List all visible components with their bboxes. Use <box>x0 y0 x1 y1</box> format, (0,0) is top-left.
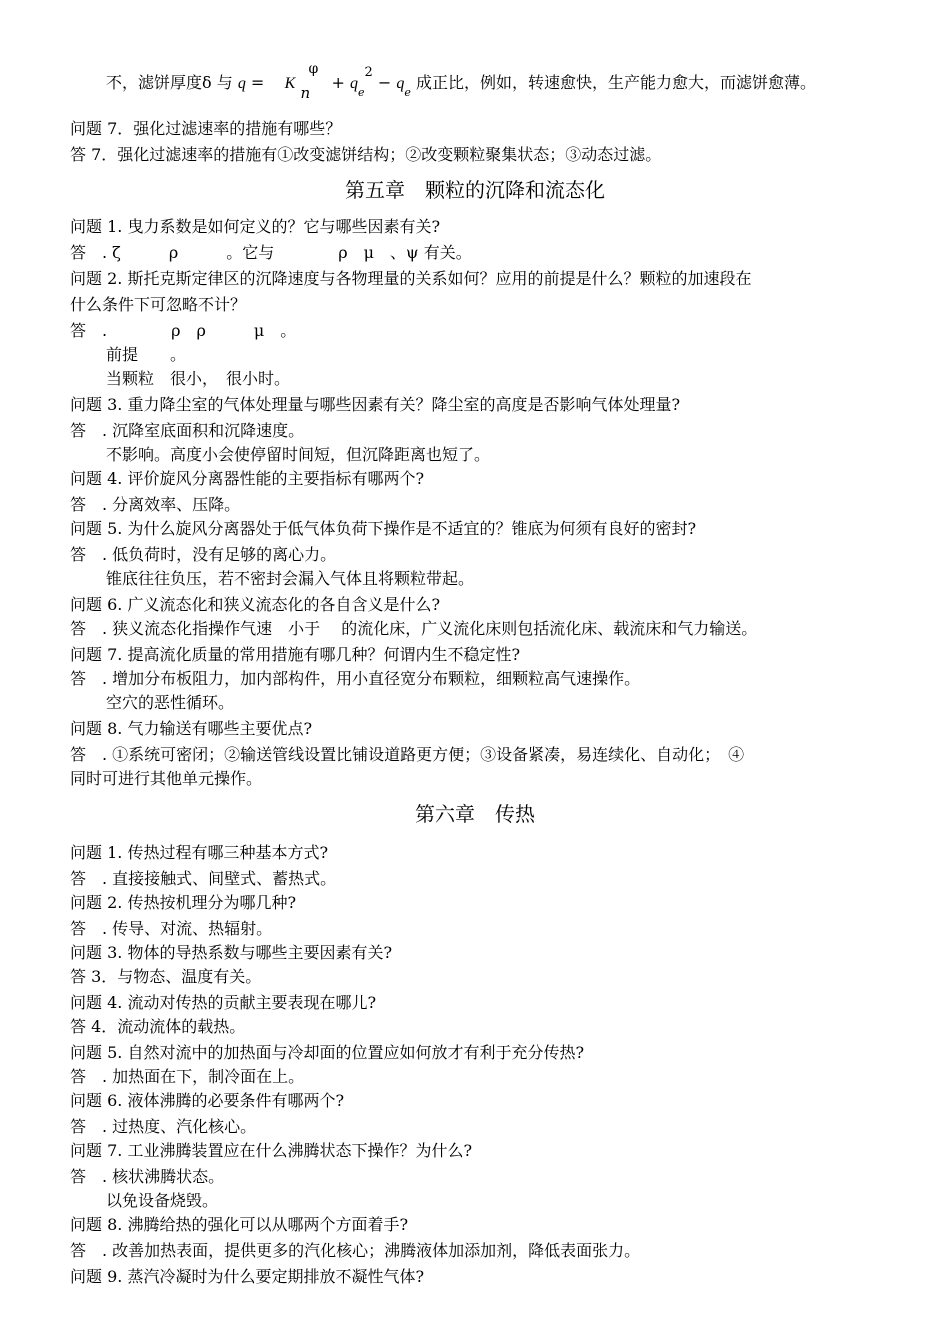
formula-sup-2: 2 <box>364 65 373 80</box>
ch6-line: 答 . 过热度、汽化核心。 <box>70 1117 257 1136</box>
ch6-line: 问题 6. 液体沸腾的必要条件有哪两个? <box>70 1091 345 1110</box>
ch5-line: 问题 3. 重力降尘室的气体处理量与哪些因素有关？降尘室的高度是否影响气体处理量? <box>70 395 681 414</box>
ch6-line: 答 . 直接接触式、间壁式、蓄热式。 <box>70 869 337 888</box>
ch6-line: 问题 3. 物体的导热系数与哪些主要因素有关? <box>70 943 393 962</box>
ch5-line: 空穴的恶性循环。 <box>106 693 235 712</box>
ch5-line: 锥底往往负压，若不密封会漏入气体且将颗粒带起。 <box>106 569 475 588</box>
ch6-line: 答 4．流动流体的载热。 <box>70 1017 246 1036</box>
ch5-line: 答 . 沉降室底面积和沉降速度。 <box>70 421 305 440</box>
ch6-line: 问题 4. 流动对传热的贡献主要表现在哪儿? <box>70 993 377 1012</box>
formula-q2: q <box>350 75 359 92</box>
ch6-line: 问题 5. 自然对流中的加热面与冷却面的位置应如何放才有利于充分传热? <box>70 1043 585 1062</box>
ch5-line: 问题 2. 斯托克斯定律区的沉降速度与各物理量的关系如何？应用的前提是什么？颗粒的加速段在 <box>70 269 752 288</box>
question-7-filtration: 问题 7．强化过滤速率的措施有哪些？ <box>70 119 342 138</box>
ch6-line: 答 . 改善加热表面，提供更多的汽化核心；沸腾液体加添加剂，降低表面张力。 <box>70 1241 641 1260</box>
ch6-line: 以免设备烧毁。 <box>106 1191 219 1210</box>
ch5-line: 问题 7. 提高流化质量的常用措施有哪几种？何谓内生不稳定性? <box>70 645 521 664</box>
ch5-line: 问题 5. 为什么旋风分离器处于低气体负荷下操作是不适宜的？锥底为何须有良好的密封? <box>70 519 697 538</box>
ch5-line: 答 . 低负荷时，没有足够的离心力。 <box>70 545 337 564</box>
chapter-5-title: 第五章 颗粒的沉降和流态化 <box>345 178 605 202</box>
formula-fraction <box>300 61 326 102</box>
ch6-line: 问题 1. 传热过程有哪三种基本方式? <box>70 843 329 862</box>
ch6-line: 答 . 核状沸腾状态。 <box>70 1167 225 1186</box>
ch6-line: 问题 2. 传热按机理分为哪几种? <box>70 893 297 912</box>
formula-q3: q <box>396 75 405 92</box>
ch5-line: 什么条件下可忽略不计？ <box>70 295 247 314</box>
ch6-line: 答 . 传导、对流、热辐射。 <box>70 919 273 938</box>
formula-phi: φ <box>308 61 319 77</box>
ch5-line: 问题 1. 曳力系数是如何定义的？它与哪些因素有关? <box>70 217 441 236</box>
ch5-line: 当颗粒 很小， 很小时。 <box>106 369 291 388</box>
ch6-line: 答 . 加热面在下，制冷面在上。 <box>70 1067 305 1086</box>
formula-suffix: 成正比，例如，转速愈快，生产能力愈大，而滤饼愈薄。 <box>416 73 817 92</box>
formula-prefix: 不，滤饼厚度δ 与 <box>106 73 233 92</box>
formula-k: K <box>284 75 296 92</box>
ch5-line: 不影响。高度小会使停留时间短，但沉降距离也短了。 <box>106 445 491 464</box>
formula-plus: + <box>331 73 345 92</box>
formula-line <box>106 61 888 102</box>
ch6-line: 问题 8. 沸腾给热的强化可以从哪两个方面着手? <box>70 1215 409 1234</box>
ch6-line: 答 3．与物态、温度有关。 <box>70 967 262 986</box>
ch6-line: 问题 9. 蒸汽冷凝时为什么要定期排放不凝性气体? <box>70 1267 425 1286</box>
ch5-line: 问题 6. 广义流态化和狭义流态化的各自含义是什么? <box>70 595 441 614</box>
ch5-line: 答 . 增加分布板阻力，加内部构件，用小直径宽分布颗粒，细颗粒高气速操作。 <box>70 669 641 688</box>
ch5-line: 问题 8. 气力输送有哪些主要优点? <box>70 719 313 738</box>
ch6-line: 问题 7. 工业沸腾装置应在什么沸腾状态下操作？为什么? <box>70 1141 473 1160</box>
ch5-line: 答 . 狭义流态化指操作气速 小于 的流化床，广义流化床则包括流化床、载流床和气力输送。 <box>70 619 758 638</box>
answer-7-filtration: 答 7．强化过滤速率的措施有①改变滤饼结构；②改变颗粒聚集状态；③动态过滤。 <box>70 145 662 164</box>
ch5-line: 答 . ρ ρ μ 。 <box>70 321 297 340</box>
formula-sub-e2: e <box>404 86 411 99</box>
ch5-line: 答 . ①系统可密闭；②输送管线设置比铺设道路更方便；③设备紧凑，易连续化、自动化； ④ <box>70 745 745 764</box>
formula-sub-e1: e <box>358 86 365 99</box>
formula-minus: − <box>377 73 392 92</box>
ch5-line: 前提 。 <box>106 345 187 364</box>
formula-q: q <box>237 75 246 92</box>
formula-eq: = <box>250 73 265 92</box>
chapter-6-title: 第六章 传热 <box>415 802 535 826</box>
ch5-line: 答 . ζ ρ 。它与 ρ μ 、ψ 有关。 <box>70 243 472 262</box>
ch5-line: 问题 4. 评价旋风分离器性能的主要指标有哪两个? <box>70 469 425 488</box>
ch5-line: 同时可进行其他单元操作。 <box>70 769 263 788</box>
ch5-line: 答 . 分离效率、压降。 <box>70 495 241 514</box>
formula-n: n <box>300 84 311 102</box>
